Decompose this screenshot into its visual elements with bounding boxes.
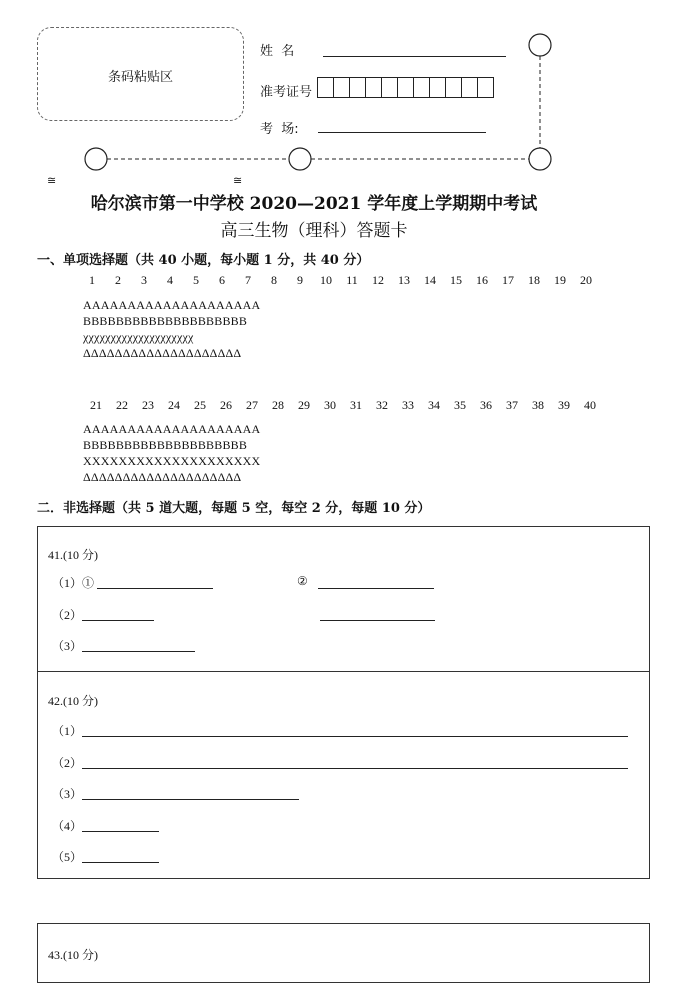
question-number: 20	[580, 273, 592, 287]
section2-heading: 二．非选择题（共 5 道大题，每题 5 空，每空 2 分，每题 10 分）	[37, 501, 431, 516]
question-number: 30	[324, 398, 336, 412]
q41-part2-label: （2）	[52, 608, 83, 622]
exam-id-box[interactable]	[413, 77, 430, 98]
barcode-label: 条码粘贴区	[107, 70, 173, 85]
question-number: 14	[424, 273, 436, 287]
cut-mark-left: ≅	[47, 174, 57, 187]
options-row-a-2[interactable]: AAAAAAAAAAAAAAAAAAAA	[83, 422, 261, 436]
alignment-circle-top-right	[529, 34, 551, 56]
question-number: 8	[271, 273, 277, 287]
question-number: 29	[298, 398, 310, 412]
question-number: 18	[528, 273, 540, 287]
answer-box-42	[37, 671, 650, 879]
name-label: 姓 名	[260, 44, 295, 59]
alignment-circle-left	[85, 148, 107, 170]
question-number: 22	[116, 398, 128, 412]
question-number: 26	[220, 398, 232, 412]
exam-id-box[interactable]	[365, 77, 382, 98]
question-number: 17	[502, 273, 514, 287]
exam-id-box[interactable]	[349, 77, 366, 98]
room-label: 考 场:	[260, 122, 299, 137]
q41-part1-blank-a[interactable]	[97, 587, 213, 589]
question-number: 31	[350, 398, 362, 412]
question-number: 25	[194, 398, 206, 412]
question-number: 28	[272, 398, 284, 412]
question-number: 19	[554, 273, 566, 287]
room-field[interactable]	[318, 131, 486, 133]
question-number: 12	[372, 273, 384, 287]
q42-part2-blank[interactable]	[82, 767, 628, 769]
question-number: 9	[297, 273, 303, 287]
question-number: 1	[89, 273, 95, 287]
exam-id-box[interactable]	[381, 77, 398, 98]
q41-part2-blank-a[interactable]	[82, 619, 154, 621]
question-numbers-1-20	[79, 273, 599, 288]
q41-part1-label: （1）①	[52, 576, 95, 590]
exam-id-box[interactable]	[317, 77, 334, 98]
question-number: 13	[398, 273, 410, 287]
question-number: 11	[346, 273, 358, 287]
cut-mark-middle: ≅	[233, 174, 243, 187]
options-row-c-2[interactable]: XXXXXXXXXXXXXXXXXXXX	[83, 454, 261, 468]
answer-box-43	[37, 923, 650, 983]
q41-part3-blank[interactable]	[82, 650, 195, 652]
options-row-c-1[interactable]: χχχχχχχχχχχχχχχχχχχχ	[83, 330, 194, 344]
q42-part4-blank[interactable]	[82, 830, 159, 832]
question-42-title: 42.(10 分)	[48, 694, 98, 708]
question-number: 33	[402, 398, 414, 412]
q41-part2-blank-b[interactable]	[320, 619, 435, 621]
alignment-circle-bottom-right	[529, 148, 551, 170]
question-number: 6	[219, 273, 225, 287]
options-row-d-2[interactable]: ΔΔΔΔΔΔΔΔΔΔΔΔΔΔΔΔΔΔΔΔ	[83, 470, 242, 484]
exam-id-boxes[interactable]	[317, 77, 494, 98]
question-number: 27	[246, 398, 258, 412]
document-title: 哈尔滨市第一中学校 2020—2021 学年度上学期期中考试	[90, 194, 538, 214]
q41-part3-label: （3）	[52, 639, 83, 653]
q42-part3-label: （3）	[52, 787, 83, 801]
q41-part1b-label: ②	[297, 574, 308, 588]
q42-part5-blank[interactable]	[82, 861, 159, 863]
q41-part1-blank-b[interactable]	[318, 587, 434, 589]
question-number: 40	[584, 398, 596, 412]
question-number: 23	[142, 398, 154, 412]
alignment-circle-middle	[289, 148, 311, 170]
question-number: 37	[506, 398, 518, 412]
question-number: 38	[532, 398, 544, 412]
question-number: 15	[450, 273, 462, 287]
options-row-d-1[interactable]: ΔΔΔΔΔΔΔΔΔΔΔΔΔΔΔΔΔΔΔΔ	[83, 346, 242, 360]
exam-id-label: 准考证号	[260, 85, 313, 100]
question-number: 7	[245, 273, 251, 287]
question-number: 16	[476, 273, 488, 287]
section1-heading: 一、单项选择题（共 40 小题，每小题 1 分，共 40 分）	[37, 253, 370, 268]
question-number: 10	[320, 273, 332, 287]
exam-id-box[interactable]	[397, 77, 414, 98]
q42-part2-label: （2）	[52, 756, 83, 770]
q42-part1-label: （1）	[52, 724, 83, 738]
options-row-a-1[interactable]: AAAAAAAAAAAAAAAAAAAA	[83, 298, 261, 312]
name-field[interactable]	[323, 55, 506, 57]
q42-part3-blank[interactable]	[82, 798, 299, 800]
exam-id-box[interactable]	[429, 77, 446, 98]
question-number: 4	[167, 273, 173, 287]
question-number: 32	[376, 398, 388, 412]
question-number: 36	[480, 398, 492, 412]
q42-part1-blank[interactable]	[82, 735, 628, 737]
question-numbers-21-40	[83, 398, 603, 413]
question-number: 21	[90, 398, 102, 412]
question-number: 3	[141, 273, 147, 287]
question-43-title: 43.(10 分)	[48, 948, 98, 962]
question-number: 24	[168, 398, 180, 412]
question-number: 2	[115, 273, 121, 287]
q42-part5-label: （5）	[52, 850, 83, 864]
question-number: 34	[428, 398, 440, 412]
q42-part4-label: （4）	[52, 819, 83, 833]
options-row-b-1[interactable]: BBBBBBBBBBBBBBBBBBBB	[83, 314, 248, 328]
question-number: 5	[193, 273, 199, 287]
exam-id-box[interactable]	[461, 77, 478, 98]
document-subtitle: 高三生物（理科）答题卡	[220, 221, 408, 241]
exam-id-box[interactable]	[477, 77, 494, 98]
exam-id-box[interactable]	[445, 77, 462, 98]
question-number: 35	[454, 398, 466, 412]
question-number: 39	[558, 398, 570, 412]
exam-id-box[interactable]	[333, 77, 350, 98]
options-row-b-2[interactable]: BBBBBBBBBBBBBBBBBBBB	[83, 438, 248, 452]
question-41-title: 41.(10 分)	[48, 548, 98, 562]
